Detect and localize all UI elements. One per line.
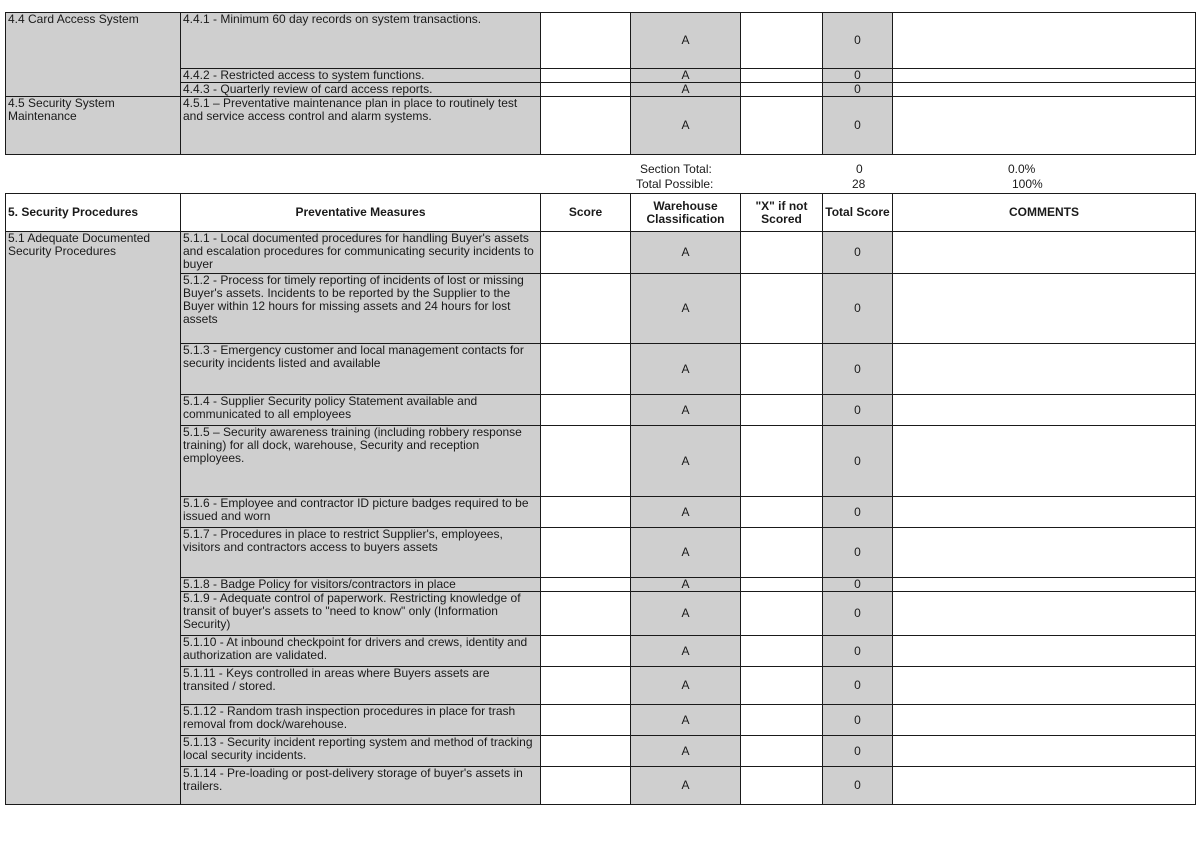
total-possible-label: Total Possible:: [636, 177, 714, 191]
measure-cell: 4.4.3 - Quarterly review of card access reports.: [181, 83, 541, 97]
total-score-cell: 0: [823, 13, 893, 69]
comments-cell[interactable]: [893, 736, 1196, 767]
total-score-cell: 0: [823, 736, 893, 767]
classification-cell: A: [631, 497, 741, 528]
total-score-cell: 0: [823, 767, 893, 805]
section-total-percent: 0.0%: [1008, 162, 1036, 176]
classification-cell: A: [631, 592, 741, 636]
measures-header: Preventative Measures: [181, 194, 541, 232]
measure-cell: 5.1.9 - Adequate control of paperwork. Restricting knowledge of transit of buyer's assets to "need to know" only (Information Security): [181, 592, 541, 636]
total-score-cell: 0: [823, 232, 893, 274]
table-row: [6, 232, 1196, 274]
score-cell[interactable]: [541, 395, 631, 426]
classification-cell: A: [631, 344, 741, 395]
comments-cell[interactable]: [893, 232, 1196, 274]
comments-cell[interactable]: [893, 528, 1196, 578]
measure-cell: 5.1.13 - Security incident reporting system and method of tracking local security incidents.: [181, 736, 541, 767]
measure-cell: 5.1.12 - Random trash inspection procedures in place for trash removal from dock/warehouse.: [181, 705, 541, 736]
comments-cell[interactable]: [893, 97, 1196, 155]
score-cell[interactable]: [541, 13, 631, 69]
table-row: [6, 69, 1196, 83]
total-score-cell: 0: [823, 497, 893, 528]
not-scored-cell[interactable]: [741, 497, 823, 528]
not-scored-cell[interactable]: [741, 636, 823, 667]
classification-cell: A: [631, 274, 741, 344]
classification-cell: A: [631, 69, 741, 83]
not-scored-cell[interactable]: [741, 97, 823, 155]
table-row: [6, 705, 1196, 736]
score-cell[interactable]: [541, 705, 631, 736]
classification-cell: A: [631, 97, 741, 155]
classification-cell: A: [631, 528, 741, 578]
header-row: [6, 194, 1196, 232]
table-row: [6, 274, 1196, 344]
measure-cell: 5.1.1 - Local documented procedures for handling Buyer's assets and escalation procedures for communicating security incidents to buyer: [181, 232, 541, 274]
not-scored-cell[interactable]: [741, 344, 823, 395]
score-cell[interactable]: [541, 528, 631, 578]
section-4-table: [5, 12, 1196, 155]
score-cell[interactable]: [541, 592, 631, 636]
not-scored-cell[interactable]: [741, 83, 823, 97]
comments-cell[interactable]: [893, 578, 1196, 592]
classification-cell: A: [631, 578, 741, 592]
classification-cell: A: [631, 736, 741, 767]
comments-cell[interactable]: [893, 69, 1196, 83]
score-cell[interactable]: [541, 426, 631, 497]
total-score-cell: 0: [823, 274, 893, 344]
total-score-header: Total Score: [823, 194, 893, 232]
section-5-table: [5, 193, 1196, 805]
measure-cell: 4.4.1 - Minimum 60 day records on system transactions.: [181, 13, 541, 69]
measure-cell: 4.4.2 - Restricted access to system functions.: [181, 69, 541, 83]
measure-cell: 4.5.1 – Preventative maintenance plan in place to routinely test and service access control and alarm systems.: [181, 97, 541, 155]
table-row: [6, 528, 1196, 578]
comments-cell[interactable]: [893, 13, 1196, 69]
comments-cell[interactable]: [893, 705, 1196, 736]
score-cell[interactable]: [541, 69, 631, 83]
total-score-cell: 0: [823, 705, 893, 736]
score-cell[interactable]: [541, 344, 631, 395]
comments-cell[interactable]: [893, 592, 1196, 636]
section-total-label: Section Total:: [640, 162, 712, 176]
not-scored-cell[interactable]: [741, 395, 823, 426]
table-row: [6, 636, 1196, 667]
comments-cell[interactable]: [893, 344, 1196, 395]
classification-cell: A: [631, 705, 741, 736]
measure-cell: 5.1.10 - At inbound checkpoint for drivers and crews, identity and authorization are validated.: [181, 636, 541, 667]
score-cell[interactable]: [541, 97, 631, 155]
total-score-cell: 0: [823, 83, 893, 97]
measure-cell: 5.1.14 - Pre-loading or post-delivery storage of buyer's assets in trailers.: [181, 767, 541, 805]
not-scored-cell[interactable]: [741, 592, 823, 636]
requirement-cell: 4.5 Security System Maintenance: [6, 97, 181, 155]
table-row: [6, 97, 1196, 155]
measure-cell: 5.1.2 - Process for timely reporting of incidents of lost or missing Buyer's assets. Incidents to be reported by the Supplier to the Buyer within 12 hours for missing assets and 24 hours for lost assets: [181, 274, 541, 344]
score-cell[interactable]: [541, 497, 631, 528]
section-summary: [0, 160, 1200, 192]
not-scored-cell[interactable]: [741, 767, 823, 805]
classification-cell: A: [631, 13, 741, 69]
not-scored-cell[interactable]: [741, 13, 823, 69]
table-row: [6, 667, 1196, 705]
classification-cell: A: [631, 83, 741, 97]
total-score-cell: 0: [823, 636, 893, 667]
total-score-cell: 0: [823, 395, 893, 426]
table-row: [6, 426, 1196, 497]
comments-cell[interactable]: [893, 395, 1196, 426]
measure-cell: 5.1.11 - Keys controlled in areas where Buyers assets are transited / stored.: [181, 667, 541, 705]
not-scored-cell[interactable]: [741, 232, 823, 274]
comments-cell[interactable]: [893, 636, 1196, 667]
classification-cell: A: [631, 767, 741, 805]
total-score-cell: 0: [823, 426, 893, 497]
comments-header: COMMENTS: [893, 194, 1196, 232]
table-row: [6, 13, 1196, 69]
comments-cell[interactable]: [893, 426, 1196, 497]
measure-cell: 5.1.6 - Employee and contractor ID picture badges required to be issued and worn: [181, 497, 541, 528]
table-row: [6, 83, 1196, 97]
score-cell[interactable]: [541, 232, 631, 274]
measure-cell: 5.1.7 - Procedures in place to restrict Supplier's, employees, visitors and contractors access to buyers assets: [181, 528, 541, 578]
not-scored-cell[interactable]: [741, 667, 823, 705]
comments-cell[interactable]: [893, 497, 1196, 528]
classification-cell: A: [631, 636, 741, 667]
total-score-cell: 0: [823, 69, 893, 83]
classification-cell: A: [631, 395, 741, 426]
score-cell[interactable]: [541, 636, 631, 667]
total-possible-percent: 100%: [1012, 177, 1043, 191]
comments-cell[interactable]: [893, 274, 1196, 344]
table-row: [6, 578, 1196, 592]
score-header: Score: [541, 194, 631, 232]
measure-cell: 5.1.3 - Emergency customer and local management contacts for security incidents listed and available: [181, 344, 541, 395]
table-row: [6, 736, 1196, 767]
table-row: [6, 395, 1196, 426]
comments-cell[interactable]: [893, 767, 1196, 805]
total-score-cell: 0: [823, 667, 893, 705]
section-5-body: [6, 232, 1196, 805]
total-score-cell: 0: [823, 592, 893, 636]
measure-cell: 5.1.8 - Badge Policy for visitors/contractors in place: [181, 578, 541, 592]
total-score-cell: 0: [823, 528, 893, 578]
requirement-cell: 5.1 Adequate Documented Security Procedures: [6, 232, 181, 805]
classification-header: Warehouse Classification: [631, 194, 741, 232]
classification-cell: A: [631, 232, 741, 274]
section-total-value: 0: [856, 162, 863, 176]
score-cell[interactable]: [541, 578, 631, 592]
not-scored-cell[interactable]: [741, 69, 823, 83]
total-score-cell: 0: [823, 97, 893, 155]
comments-cell[interactable]: [893, 83, 1196, 97]
section-header: 5. Security Procedures: [6, 194, 181, 232]
score-cell[interactable]: [541, 274, 631, 344]
measure-cell: 5.1.5 – Security awareness training (including robbery response training) for all dock, warehouse, Security and reception employees.: [181, 426, 541, 497]
not-scored-cell[interactable]: [741, 736, 823, 767]
comments-cell[interactable]: [893, 667, 1196, 705]
requirement-cell: 4.4 Card Access System: [6, 13, 181, 97]
not-scored-cell[interactable]: [741, 426, 823, 497]
not-scored-cell[interactable]: [741, 528, 823, 578]
table-row: [6, 592, 1196, 636]
not-scored-cell[interactable]: [741, 274, 823, 344]
total-possible-value: 28: [852, 177, 866, 191]
table-row: [6, 497, 1196, 528]
score-cell[interactable]: [541, 667, 631, 705]
total-score-cell: 0: [823, 344, 893, 395]
table-row: [6, 767, 1196, 805]
not-scored-header: "X" if not Scored: [741, 194, 823, 232]
not-scored-cell[interactable]: [741, 705, 823, 736]
score-cell[interactable]: [541, 767, 631, 805]
not-scored-cell[interactable]: [741, 578, 823, 592]
total-score-cell: 0: [823, 578, 893, 592]
score-cell[interactable]: [541, 83, 631, 97]
classification-cell: A: [631, 426, 741, 497]
measure-cell: 5.1.4 - Supplier Security policy Statement available and communicated to all employees: [181, 395, 541, 426]
classification-cell: A: [631, 667, 741, 705]
table-row: [6, 344, 1196, 395]
score-cell[interactable]: [541, 736, 631, 767]
